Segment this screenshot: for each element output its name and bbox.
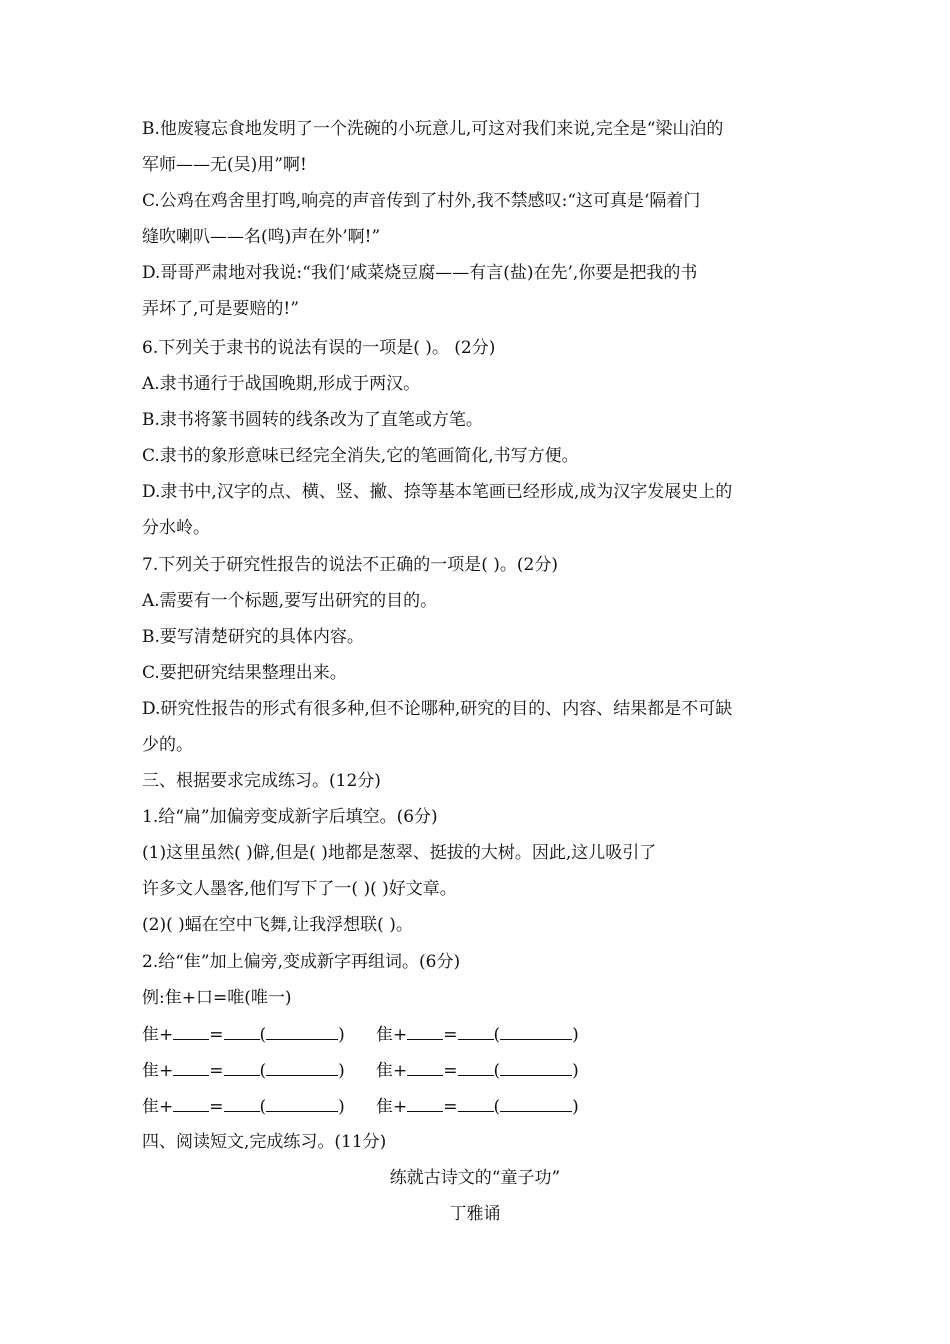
q6-option-c: C.隶书的象形意味已经完全消失,它的笔画简化,书写方便。 [142, 446, 579, 466]
q6-option-d-line1: D.隶书中,汉字的点、横、竖、撇、捺等基本笔画已经形成,成为汉字发展史上的 [142, 482, 733, 502]
q7-stem: 7.下列关于研究性报告的说法不正确的一项是( )。(2分) [142, 555, 558, 575]
word-blank[interactable] [500, 1059, 572, 1076]
char-blank[interactable] [458, 1023, 494, 1040]
q6-stem: 6.下列关于隶书的说法有误的一项是( )。 (2分) [142, 338, 496, 358]
q5-option-d-line1: D.哥哥严肃地对我说:“我们‘咸菜烧豆腐——有言(盐)在先’,你要是把我的书 [142, 263, 698, 283]
q7-option-d-line1: D.研究性报告的形式有很多种,但不论哪种,研究的目的、内容、结果都是不可缺 [142, 699, 733, 719]
q6-option-a: A.隶书通行于战国晚期,形成于两汉。 [142, 374, 421, 394]
s3-q1-line3: (2)( )蝠在空中飞舞,让我浮想联( )。 [142, 915, 413, 935]
q5-option-b-line2: 军师——无(吴)用”啊! [142, 155, 307, 175]
word-blank[interactable] [266, 1059, 338, 1076]
fill-row-1 [142, 1023, 610, 1046]
s3-q1-line1: (1)这里虽然( )僻,但是( )地都是葱翠、挺拔的大树。因此,这儿吸引了 [142, 843, 657, 863]
word-blank[interactable] [500, 1023, 572, 1040]
s3-q1-stem: 1.给“扁”加偏旁变成新字后填空。(6分) [142, 807, 438, 827]
fill-row-2 [142, 1059, 610, 1082]
word-blank[interactable] [500, 1095, 572, 1112]
char-blank[interactable] [458, 1059, 494, 1076]
fill-item: 隹+ = ( ) [142, 1061, 345, 1081]
q7-option-a: A.需要有一个标题,要写出研究的目的。 [142, 591, 438, 611]
s3-q2-example: 例:隹+口=唯(唯一) [142, 988, 292, 1008]
q5-option-b-line1: B.他废寝忘食地发明了一个洗碗的小玩意儿,可这对我们来说,完全是“梁山泊的 [142, 119, 724, 139]
fill-item: 隹+ = ( ) [142, 1025, 345, 1045]
q6-option-b: B.隶书将篆书圆转的线条改为了直笔或方笔。 [142, 410, 483, 430]
fill-row-3 [142, 1095, 610, 1118]
q7-option-c: C.要把研究结果整理出来。 [142, 663, 347, 683]
radical-blank[interactable] [407, 1095, 443, 1112]
radical-blank[interactable] [173, 1023, 209, 1040]
fill-item: 隹+ = ( ) [142, 1097, 345, 1117]
article-author: 丁雅诵 [449, 1204, 501, 1224]
radical-blank[interactable] [173, 1095, 209, 1112]
q5-option-c-line1: C.公鸡在鸡舍里打鸣,响亮的声音传到了村外,我不禁感叹:“这可真是‘隔着门 [142, 191, 701, 211]
radical-blank[interactable] [407, 1023, 443, 1040]
section3-heading: 三、根据要求完成练习。(12分) [142, 771, 381, 791]
article-title: 练就古诗文的“童子功” [389, 1168, 561, 1188]
q7-option-b: B.要写清楚研究的具体内容。 [142, 627, 364, 647]
word-blank[interactable] [266, 1023, 338, 1040]
q5-option-c-line2: 缝吹喇叭——名(鸣)声在外’啊!” [142, 227, 381, 247]
radical-blank[interactable] [407, 1059, 443, 1076]
q6-option-d-line2: 分水岭。 [142, 518, 210, 538]
char-blank[interactable] [458, 1095, 494, 1112]
fill-item: 隹+ = ( ) [376, 1025, 579, 1045]
char-blank[interactable] [224, 1059, 260, 1076]
fill-item: 隹+ = ( ) [376, 1061, 579, 1081]
s3-q1-line2: 许多文人墨客,他们写下了一( )( )好文章。 [142, 879, 457, 899]
radical-blank[interactable] [173, 1059, 209, 1076]
s3-q2-stem: 2.给“隹”加上偏旁,变成新字再组词。(6分) [142, 952, 461, 972]
q5-option-d-line2: 弄坏了,可是要赔的!” [142, 299, 299, 319]
word-blank[interactable] [266, 1095, 338, 1112]
char-blank[interactable] [224, 1023, 260, 1040]
q7-option-d-line2: 少的。 [142, 735, 193, 755]
fill-item: 隹+ = ( ) [376, 1097, 579, 1117]
section4-heading: 四、阅读短文,完成练习。(11分) [142, 1132, 387, 1152]
char-blank[interactable] [224, 1095, 260, 1112]
